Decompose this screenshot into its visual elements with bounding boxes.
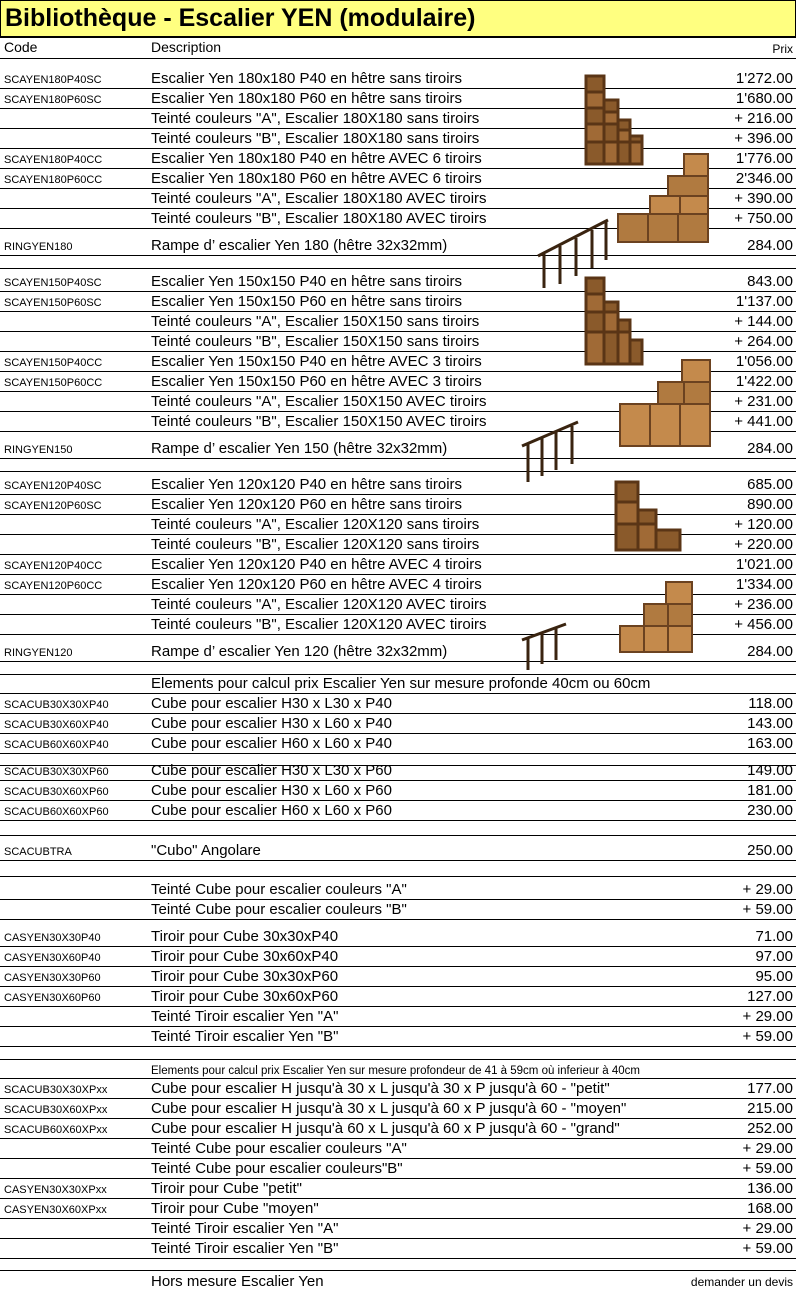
row-divider <box>0 876 796 877</box>
row-divider <box>0 268 796 269</box>
product-description: Cube pour escalier H60 x L60 x P40 <box>151 735 392 752</box>
product-code: SCAYEN150P60SC <box>4 297 102 309</box>
product-price: 215.00 <box>747 1100 793 1117</box>
product-description: Escalier Yen 150x150 P40 en hêtre sans tiroirs <box>151 273 463 290</box>
table-row <box>0 1099 796 1119</box>
product-description: Teinté Tiroir escalier Yen "A" <box>151 1220 339 1237</box>
product-price: + 59.00 <box>742 1240 793 1257</box>
product-code: SCACUB60X60XPxx <box>4 1124 108 1136</box>
product-description: Teinté couleurs "A", Escalier 150X150 AVEC tiroirs <box>151 393 487 410</box>
product-price: + 750.00 <box>734 210 793 227</box>
row-divider <box>0 58 796 59</box>
product-code: SCAYEN180P40CC <box>4 154 103 166</box>
product-code: SCACUB30X30XP40 <box>4 699 109 711</box>
product-price: + 59.00 <box>742 1028 793 1045</box>
product-description: Tiroir pour Cube 30x30xP60 <box>151 968 339 985</box>
product-code: SCACUB30X60XP40 <box>4 719 109 731</box>
product-code: RINGYEN150 <box>4 444 73 456</box>
product-description: Tiroir pour Cube 30x60xP60 <box>151 988 339 1005</box>
product-price: 250.00 <box>747 842 793 859</box>
shelf-120-open-image <box>612 480 684 552</box>
product-price: + 456.00 <box>734 616 793 633</box>
product-price: 1'056.00 <box>735 353 793 370</box>
product-description: Escalier Yen 180x180 P40 en hêtre AVEC 6 tiroirs <box>151 150 482 167</box>
table-row <box>0 801 796 821</box>
product-description: Elements pour calcul prix Escalier Yen sur mesure profonde 40cm ou 60cm <box>151 675 651 692</box>
product-price: 1'021.00 <box>735 556 793 573</box>
product-code: SCAYEN150P40CC <box>4 357 103 369</box>
product-price: + 231.00 <box>734 393 793 410</box>
product-description: Rampe d’ escalier Yen 150 (hêtre 32x32mm) <box>151 440 448 457</box>
table-row <box>0 312 796 332</box>
product-price: 284.00 <box>747 237 793 254</box>
product-code: RINGYEN120 <box>4 647 73 659</box>
product-code: SCAYEN120P40SC <box>4 480 102 492</box>
product-description: "Cubo" Angolare <box>151 842 261 859</box>
table-row <box>0 1159 796 1179</box>
product-description: Teinté Cube pour escalier couleurs "A" <box>151 881 407 898</box>
product-price: 97.00 <box>755 948 793 965</box>
product-description: Teinté couleurs "B", Escalier 120X120 sans tiroirs <box>151 536 480 553</box>
product-price: 1'776.00 <box>735 150 793 167</box>
table-row <box>0 781 796 801</box>
product-price: + 396.00 <box>734 130 793 147</box>
product-code: SCACUB30X30XP60 <box>4 766 109 778</box>
product-description: Elements pour calcul prix Escalier Yen sur mesure profondeur de 41 à 59cm où inferieur à 40cm <box>151 1065 641 1077</box>
product-code: SCAYEN150P60CC <box>4 377 103 389</box>
table-row <box>0 900 796 920</box>
product-price: + 264.00 <box>734 333 793 350</box>
table-row <box>0 1119 796 1139</box>
product-price: 890.00 <box>747 496 793 513</box>
product-description: Teinté Tiroir escalier Yen "A" <box>151 1008 339 1025</box>
product-description: Teinté couleurs "B", Escalier 120X120 AVEC tiroirs <box>151 616 487 633</box>
product-price: + 29.00 <box>742 1140 793 1157</box>
table-row <box>0 292 796 312</box>
product-price: + 236.00 <box>734 596 793 613</box>
product-price: + 441.00 <box>734 413 793 430</box>
shelf-180-drawers-image <box>616 152 712 244</box>
product-price: 843.00 <box>747 273 793 290</box>
product-price: 1'680.00 <box>735 90 793 107</box>
product-description: Cube pour escalier H30 x L60 x P60 <box>151 782 392 799</box>
product-code: SCAYEN180P40SC <box>4 74 102 86</box>
product-description: Escalier Yen 120x120 P40 en hêtre sans tiroirs <box>151 476 463 493</box>
row-divider <box>0 674 796 675</box>
product-description: Teinté couleurs "A", Escalier 120X120 AVEC tiroirs <box>151 596 487 613</box>
product-description: Escalier Yen 150x150 P40 en hêtre AVEC 3 tiroirs <box>151 353 482 370</box>
product-code: SCAYEN120P60SC <box>4 500 102 512</box>
column-header-description: Description <box>151 39 222 55</box>
table-row <box>0 987 796 1007</box>
table-row <box>0 1199 796 1219</box>
product-code: SCACUB30X60XP60 <box>4 786 109 798</box>
product-description: Escalier Yen 180x180 P60 en hêtre AVEC 6 tiroirs <box>151 170 482 187</box>
product-description: Tiroir pour Cube "moyen" <box>151 1200 319 1217</box>
product-code: SCACUB60X60XP40 <box>4 739 109 751</box>
product-price: 1'334.00 <box>735 576 793 593</box>
product-price: 136.00 <box>747 1180 793 1197</box>
product-price: 71.00 <box>755 928 793 945</box>
product-description: Teinté couleurs "A", Escalier 180X180 sans tiroirs <box>151 110 480 127</box>
product-description: Teinté Cube pour escalier couleurs"B" <box>151 1160 403 1177</box>
table-row <box>0 1027 796 1047</box>
table-row <box>0 967 796 987</box>
table-row <box>0 947 796 967</box>
product-price: + 29.00 <box>742 1008 793 1025</box>
table-row <box>0 1219 796 1239</box>
product-code: CASYEN30X60P40 <box>4 952 101 964</box>
product-description: Cube pour escalier H30 x L30 x P40 <box>151 695 392 712</box>
row-divider <box>0 1059 796 1060</box>
product-price: demander un devis <box>690 1275 793 1289</box>
column-header-price: Prix <box>772 42 793 56</box>
product-price: 95.00 <box>755 968 793 985</box>
product-code: SCAYEN120P40CC <box>4 560 103 572</box>
product-code: SCACUB30X30XPxx <box>4 1084 108 1096</box>
table-row <box>0 674 796 694</box>
table-row <box>0 332 796 352</box>
product-price: + 29.00 <box>742 881 793 898</box>
table-row <box>0 1269 796 1291</box>
table-row <box>0 1239 796 1259</box>
product-description: Escalier Yen 150x150 P60 en hêtre AVEC 3 tiroirs <box>151 373 482 390</box>
product-price: 1'422.00 <box>735 373 793 390</box>
row-divider <box>0 471 796 472</box>
product-description: Teinté Tiroir escalier Yen "B" <box>151 1028 339 1045</box>
product-price: 284.00 <box>747 440 793 457</box>
product-code: SCACUB30X60XPxx <box>4 1104 108 1116</box>
table-row <box>0 714 796 734</box>
product-description: Rampe d’ escalier Yen 120 (hêtre 32x32mm) <box>151 643 448 660</box>
product-description: Escalier Yen 180x180 P60 en hêtre sans tiroirs <box>151 90 463 107</box>
product-code: SCAYEN120P60CC <box>4 580 103 592</box>
table-row <box>0 129 796 149</box>
product-description: Teinté couleurs "B", Escalier 150X150 AVEC tiroirs <box>151 413 487 430</box>
product-price: 143.00 <box>747 715 793 732</box>
product-price: + 29.00 <box>742 1220 793 1237</box>
product-description: Escalier Yen 120x120 P60 en hêtre sans tiroirs <box>151 496 463 513</box>
product-description: Teinté couleurs "A", Escalier 120X120 sans tiroirs <box>151 516 480 533</box>
product-description: Escalier Yen 180x180 P40 en hêtre sans tiroirs <box>151 70 463 87</box>
table-row <box>0 880 796 900</box>
row-divider <box>0 835 796 836</box>
table-row <box>0 69 796 89</box>
product-description: Teinté couleurs "B", Escalier 180X180 sans tiroirs <box>151 130 480 147</box>
product-description: Escalier Yen 120x120 P40 en hêtre AVEC 4 tiroirs <box>151 556 482 573</box>
product-description: Tiroir pour Cube "petit" <box>151 1180 302 1197</box>
table-row <box>0 1139 796 1159</box>
shelf-150-open-image <box>582 276 644 368</box>
product-price: + 59.00 <box>742 1160 793 1177</box>
product-description: Teinté couleurs "B", Escalier 150X150 sans tiroirs <box>151 333 480 350</box>
product-price: 127.00 <box>747 988 793 1005</box>
product-price: + 59.00 <box>742 901 793 918</box>
product-code: CASYEN30X30P40 <box>4 932 101 944</box>
product-price: 685.00 <box>747 476 793 493</box>
table-row <box>0 89 796 109</box>
product-code: SCAYEN150P40SC <box>4 277 102 289</box>
product-price: 1'137.00 <box>735 293 793 310</box>
product-price: 177.00 <box>747 1080 793 1097</box>
product-description: Rampe d’ escalier Yen 180 (hêtre 32x32mm) <box>151 237 448 254</box>
product-description: Cube pour escalier H60 x L60 x P60 <box>151 802 392 819</box>
product-description: Tiroir pour Cube 30x30xP40 <box>151 928 339 945</box>
product-code: SCACUBTRA <box>4 846 72 858</box>
product-code: CASYEN30X60XPxx <box>4 1204 107 1216</box>
product-description: Cube pour escalier H30 x L60 x P40 <box>151 715 392 732</box>
table-row <box>0 555 796 575</box>
product-description: Teinté couleurs "A", Escalier 150X150 sans tiroirs <box>151 313 480 330</box>
table-row <box>0 109 796 129</box>
title-bar <box>0 0 796 38</box>
product-code: CASYEN30X30P60 <box>4 972 101 984</box>
product-description: Hors mesure Escalier Yen <box>151 1273 324 1290</box>
product-price: 163.00 <box>747 735 793 752</box>
page-title: Bibliothèque - Escalier YEN (modulaire) <box>5 4 476 32</box>
railing-150-image <box>520 420 580 484</box>
product-code: CASYEN30X30XPxx <box>4 1184 107 1196</box>
row-divider <box>0 765 796 766</box>
product-price: 230.00 <box>747 802 793 819</box>
table-row <box>0 1061 796 1079</box>
product-description: Cube pour escalier H jusqu'à 30 x L jusqu'à 60 x P jusqu'à 60 - "moyen" <box>151 1100 627 1117</box>
product-code: SCACUB60X60XP60 <box>4 806 109 818</box>
product-price: + 216.00 <box>734 110 793 127</box>
product-price: 118.00 <box>748 695 793 712</box>
product-price: 181.00 <box>747 782 793 799</box>
product-price: + 390.00 <box>734 190 793 207</box>
product-description: Teinté couleurs "B", Escalier 180X180 AVEC tiroirs <box>151 210 487 227</box>
product-description: Escalier Yen 150x150 P60 en hêtre sans tiroirs <box>151 293 463 310</box>
product-description: Tiroir pour Cube 30x60xP40 <box>151 948 339 965</box>
product-description: Cube pour escalier H jusqu'à 30 x L jusqu'à 30 x P jusqu'à 60 - "petit" <box>151 1080 610 1097</box>
table-row <box>0 734 796 754</box>
table-row <box>0 694 796 714</box>
product-price: 168.00 <box>747 1200 793 1217</box>
product-price: + 220.00 <box>734 536 793 553</box>
table-row <box>0 1179 796 1199</box>
product-description: Teinté couleurs "A", Escalier 180X180 AVEC tiroirs <box>151 190 487 207</box>
table-row <box>0 927 796 947</box>
product-description: Cube pour escalier H30 x L30 x P60 <box>151 762 392 779</box>
product-code: CASYEN30X60P60 <box>4 992 101 1004</box>
table-row <box>0 1079 796 1099</box>
table-row <box>0 1007 796 1027</box>
product-description: Escalier Yen 120x120 P60 en hêtre AVEC 4 tiroirs <box>151 576 482 593</box>
product-description: Teinté Tiroir escalier Yen "B" <box>151 1240 339 1257</box>
product-price: 1'272.00 <box>735 70 793 87</box>
product-code: RINGYEN180 <box>4 241 73 253</box>
column-header-code: Code <box>4 39 38 55</box>
product-price: 2'346.00 <box>735 170 793 187</box>
product-code: SCAYEN180P60CC <box>4 174 103 186</box>
table-row <box>0 839 796 861</box>
product-price: 252.00 <box>747 1120 793 1137</box>
product-price: 284.00 <box>747 643 793 660</box>
product-price: 149.00 <box>747 762 793 779</box>
shelf-150-drawers-image <box>618 358 714 448</box>
table-row <box>0 761 796 781</box>
product-description: Teinté Cube pour escalier couleurs "B" <box>151 901 407 918</box>
row-divider <box>0 1270 796 1271</box>
product-description: Teinté Cube pour escalier couleurs "A" <box>151 1140 407 1157</box>
shelf-120-drawers-image <box>618 580 696 654</box>
product-description: Cube pour escalier H jusqu'à 60 x L jusqu'à 60 x P jusqu'à 60 - "grand" <box>151 1120 620 1137</box>
product-price: + 120.00 <box>734 516 793 533</box>
product-price: + 144.00 <box>734 313 793 330</box>
table-row <box>0 272 796 292</box>
railing-120-image <box>520 622 568 672</box>
product-code: SCAYEN180P60SC <box>4 94 102 106</box>
